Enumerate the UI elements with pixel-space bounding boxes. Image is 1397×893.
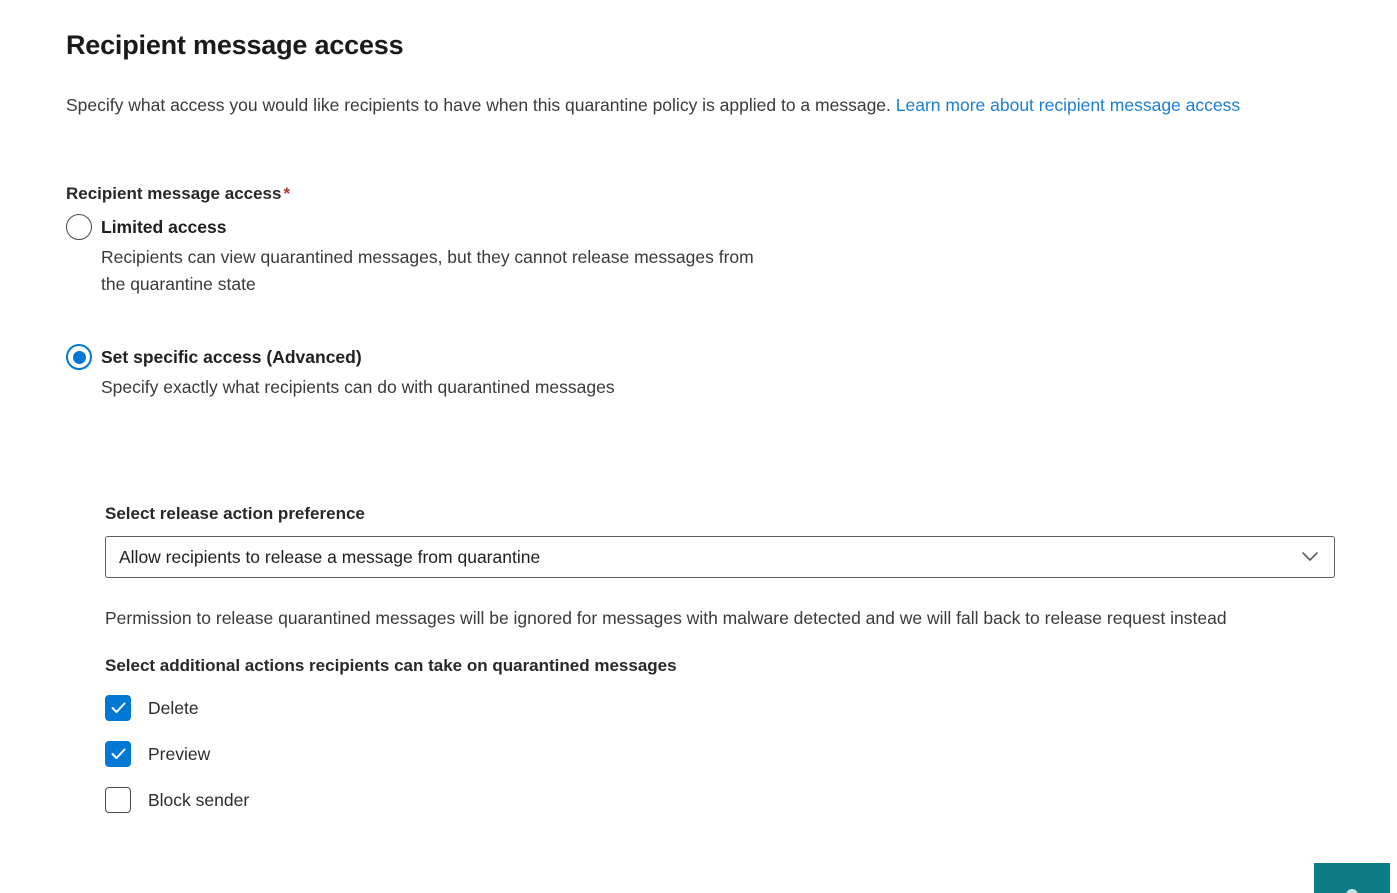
page-description: [66, 91, 1335, 119]
page-title: Recipient message access: [66, 30, 404, 60]
radio-option-description: Specify exactly what recipients can do with quarantined messages: [101, 377, 615, 397]
access-radio-group: [66, 216, 1335, 401]
checkbox-unchecked-icon[interactable]: [105, 787, 131, 813]
checkbox-label: Preview: [148, 743, 211, 764]
release-preference-note: Permission to release quarantined messages will be ignored for messages with malware detected and we will fall back to release request instead: [105, 608, 1227, 628]
access-field-label-text: Recipient message access: [66, 184, 282, 203]
release-preference-selected-value: Allow recipients to release a message from quarantine: [119, 546, 541, 567]
radio-option-description: Recipients can view quarantined messages, but they cannot release messages from the quarantine state: [101, 247, 754, 294]
page-description-text: Specify what access you would like recipients to have when this quarantine policy is applied to a message.: [66, 95, 896, 115]
access-field-label: [66, 183, 1335, 204]
learn-more-link[interactable]: Learn more about recipient message access: [895, 95, 1241, 115]
checkbox-row-delete[interactable]: [105, 695, 1335, 721]
checkmark-icon: [111, 702, 126, 714]
additional-actions-checkbox-list: [105, 695, 1335, 813]
release-preference-dropdown[interactable]: [105, 536, 1335, 578]
checkbox-checked-icon[interactable]: [105, 695, 131, 721]
chevron-down-icon: [1302, 552, 1318, 562]
help-icon: [1346, 889, 1358, 893]
checkbox-row-preview[interactable]: [105, 741, 1335, 767]
required-asterisk: *: [283, 184, 291, 203]
advanced-access-section: [105, 503, 1335, 813]
checkbox-label: Delete: [148, 697, 199, 718]
radio-option-texts: [101, 346, 615, 401]
radio-option-label: Set specific access (Advanced): [101, 347, 362, 367]
checkbox-row-block-sender[interactable]: [105, 787, 1335, 813]
checkbox-label: Block sender: [148, 789, 250, 810]
radio-option-texts: [101, 216, 781, 298]
checkmark-icon: [111, 748, 126, 760]
additional-actions-label: Select additional actions recipients can take on quarantined messages: [105, 656, 677, 675]
checkbox-checked-icon[interactable]: [105, 741, 131, 767]
radio-option-label: Limited access: [101, 217, 227, 237]
radio-selected-icon[interactable]: [66, 344, 92, 370]
radio-option-limited-access[interactable]: [66, 216, 1335, 298]
help-button[interactable]: [1314, 863, 1390, 893]
radio-option-set-specific-access[interactable]: [66, 346, 1335, 401]
release-preference-label: Select release action preference: [105, 504, 365, 523]
radio-unselected-icon[interactable]: [66, 214, 92, 240]
